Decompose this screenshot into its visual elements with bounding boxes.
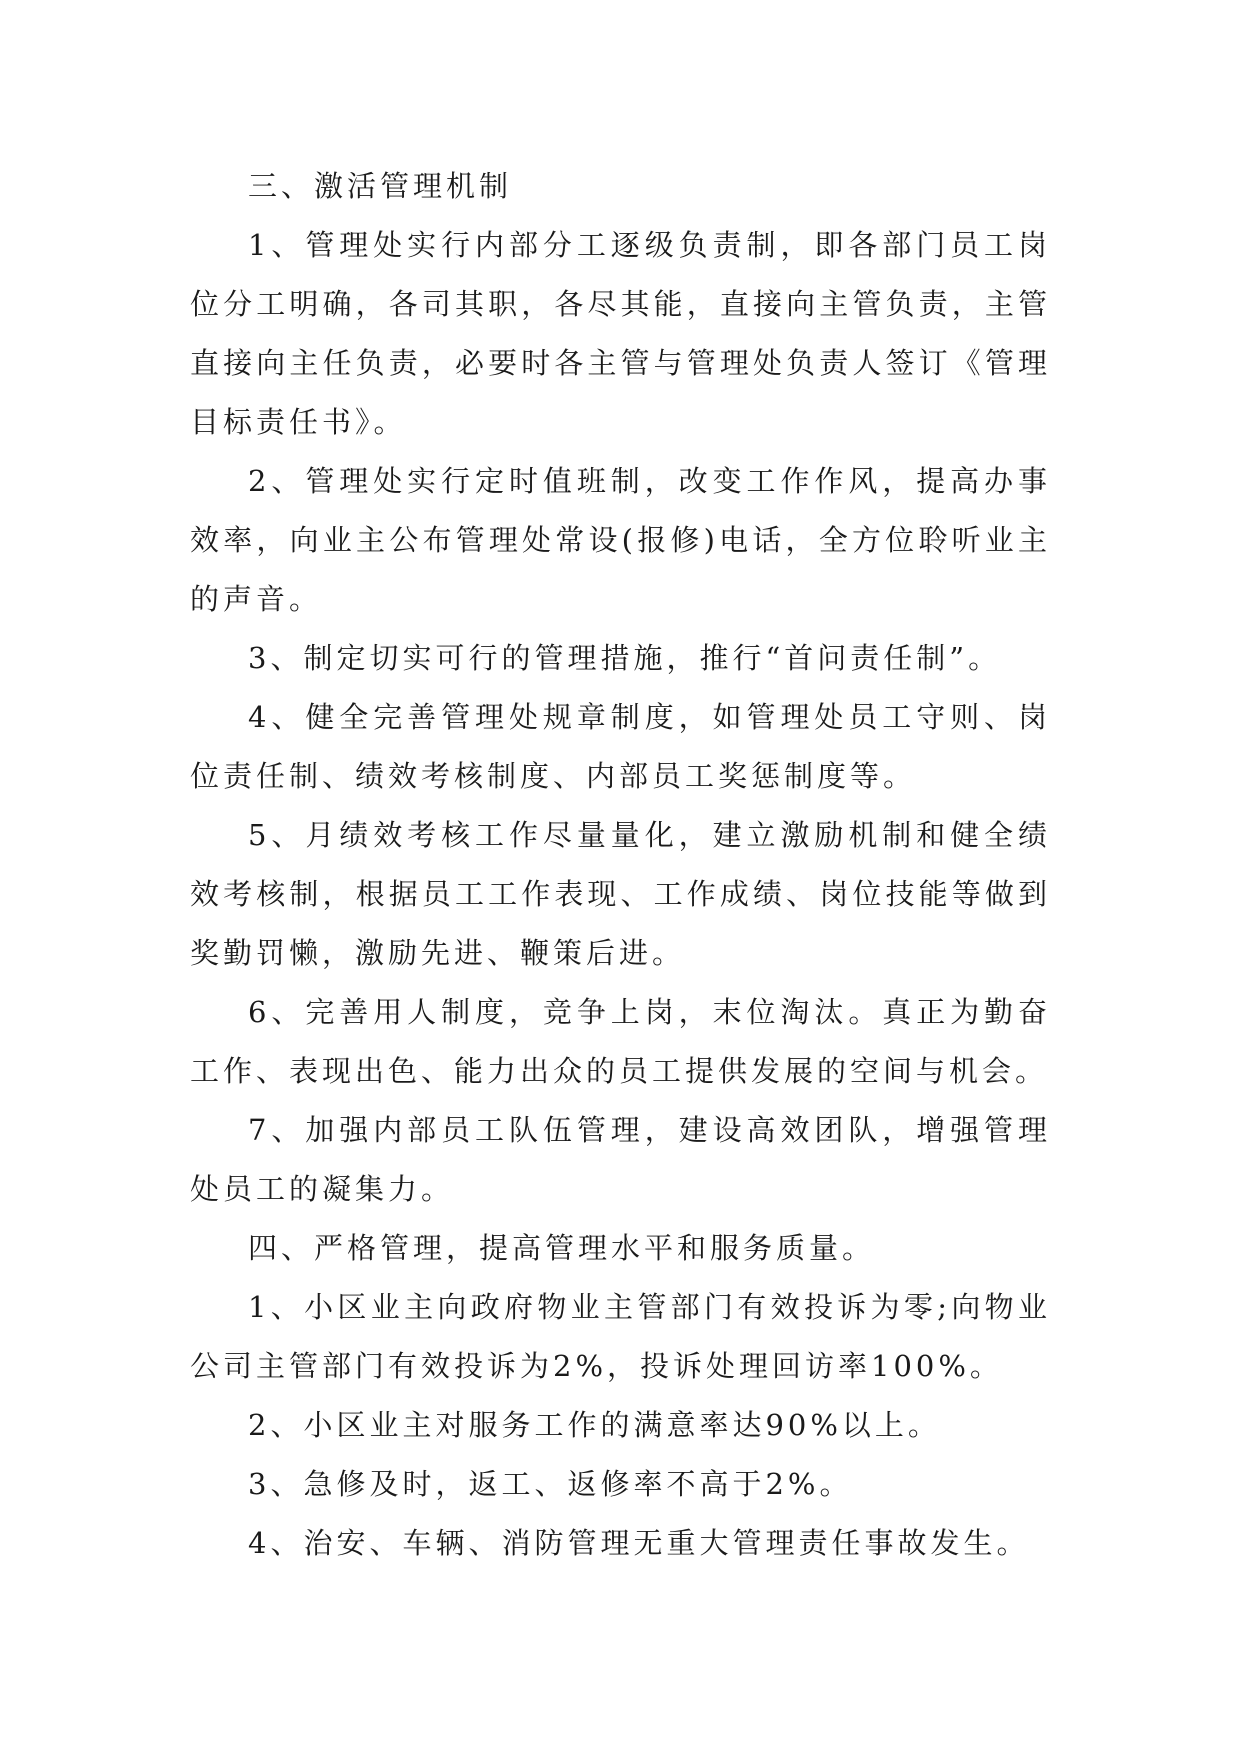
paragraph-item-3: 3、制定切实可行的管理措施，推行“首问责任制”。 <box>248 641 1002 675</box>
section-heading-strict-management: 四、严格管理，提高管理水平和服务质量。 <box>248 1231 876 1265</box>
section-heading-activate-mechanism: 三、激活管理机制 <box>248 169 513 203</box>
paragraph-target-3: 3、急修及时，返工、返修率不高于2%。 <box>248 1467 853 1501</box>
paragraph-item-1: 1、管理处实行内部分工逐级负责制，即各部门员工岗位分工明确，各司其职，各尽其能，直接向主管负责，主管直接向主任负责，必要时各主管与管理处负责人签订《管理目标责任书》。 <box>190 228 1051 439</box>
paragraph-item-2: 2、管理处实行定时值班制，改变工作作风，提高办事效率，向业主公布管理处常设(报修)电话，全方位聆听业主的声音。 <box>190 464 1051 616</box>
paragraph-target-2: 2、小区业主对服务工作的满意率达90%以上。 <box>248 1408 941 1442</box>
paragraph-item-4: 4、健全完善管理处规章制度，如管理处员工守则、岗位责任制、绩效考核制度、内部员工奖惩制度等。 <box>190 700 1051 793</box>
paragraph-item-5: 5、月绩效考核工作尽量量化，建立激励机制和健全绩效考核制，根据员工工作表现、工作成绩、岗位技能等做到奖勤罚懒，激励先进、鞭策后进。 <box>190 818 1051 970</box>
paragraph-item-7: 7、加强内部员工队伍管理，建设高效团队，增强管理处员工的凝集力。 <box>190 1113 1051 1206</box>
paragraph-item-6: 6、完善用人制度，竞争上岗，末位淘汰。真正为勤奋工作、表现出色、能力出众的员工提供发展的空间与机会。 <box>190 995 1051 1088</box>
paragraph-target-1: 1、小区业主向政府物业主管部门有效投诉为零;向物业公司主管部门有效投诉为2%，投诉处理回访率100%。 <box>190 1290 1051 1383</box>
paragraph-target-4: 4、治安、车辆、消防管理无重大管理责任事故发生。 <box>248 1526 1030 1560</box>
